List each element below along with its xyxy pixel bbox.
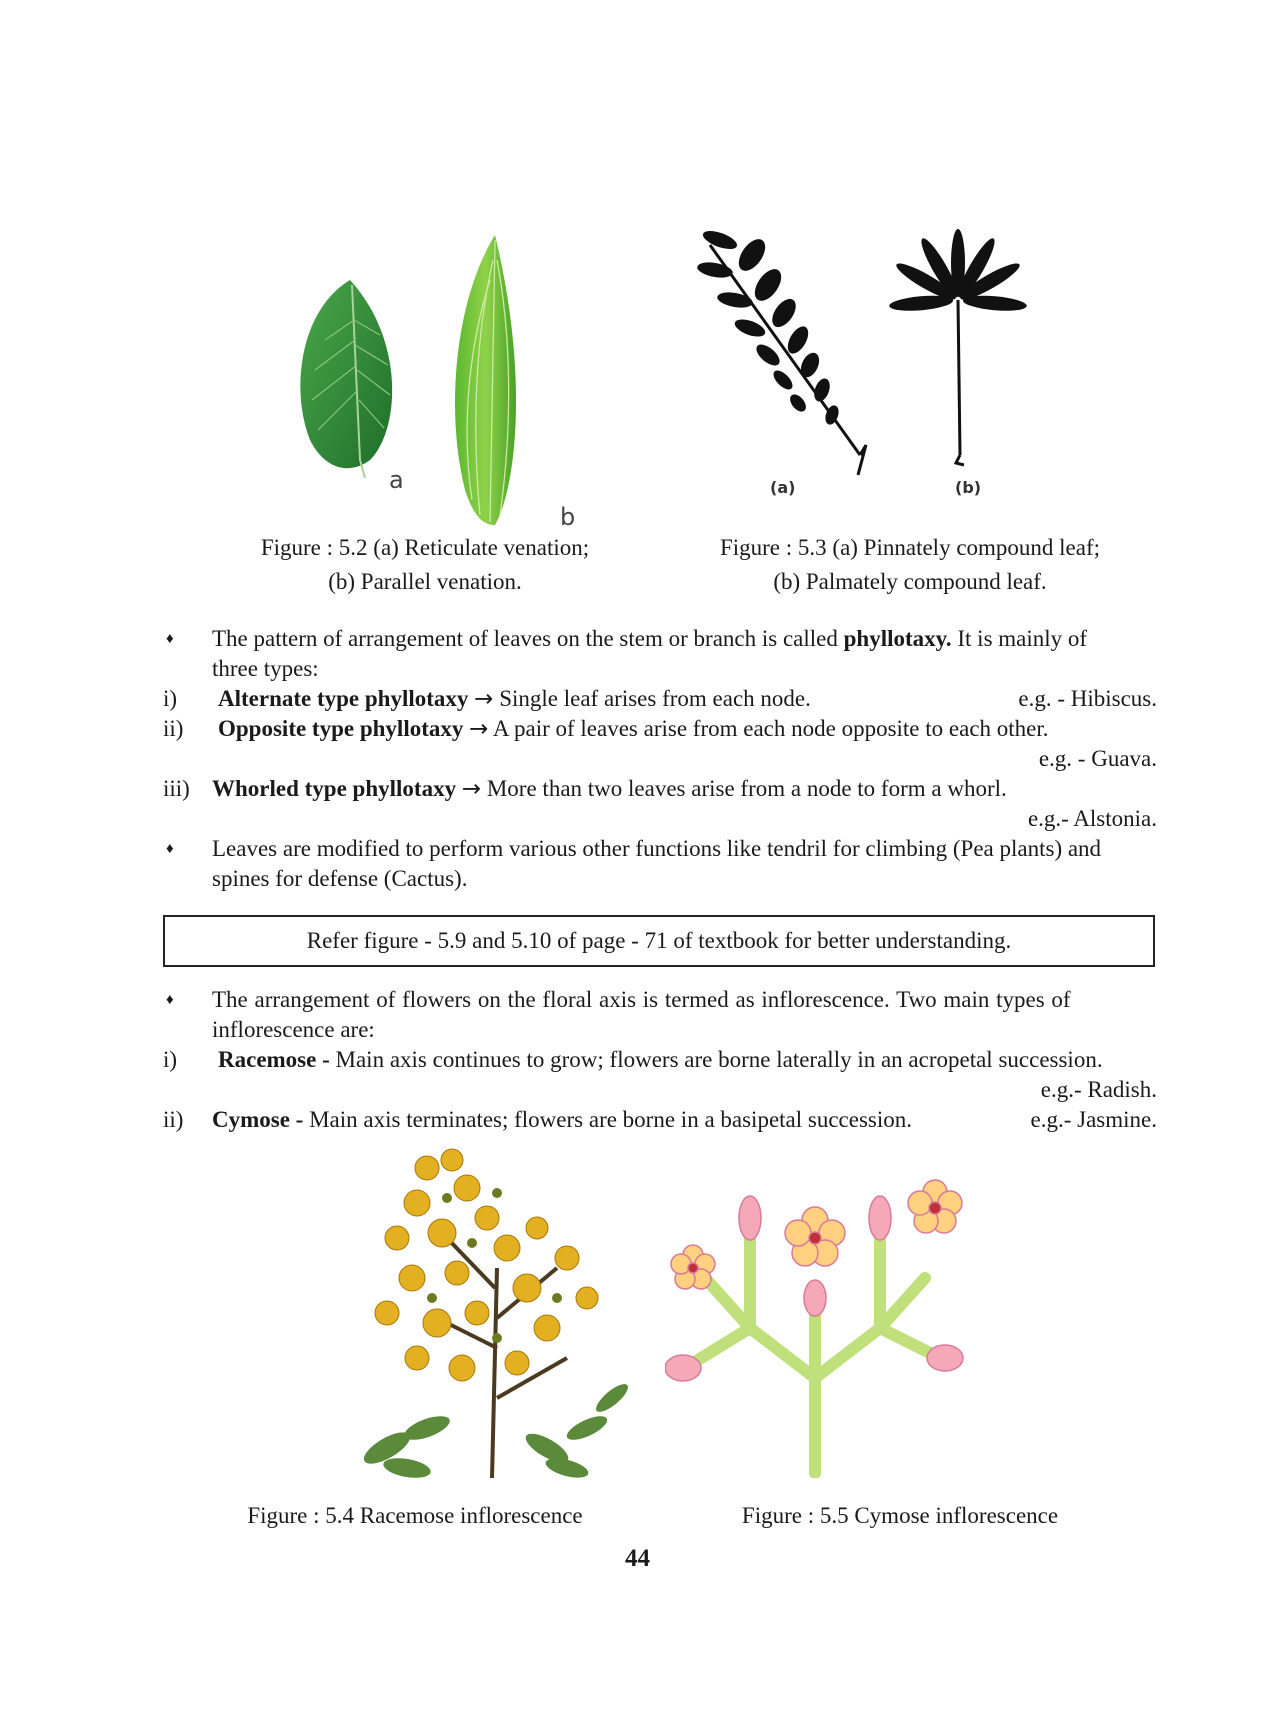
phyllotaxy-item-example: e.g. - Hibiscus. [1018,686,1157,711]
inflorescence-item-example: e.g.- Jasmine. [1030,1107,1157,1132]
figure-5-3-image [680,225,1040,495]
palmate-leaf-drawing [889,229,1028,465]
inflorescence-item-title: Racemose - [218,1047,330,1072]
phyllotaxy-intro-line2: three types: [212,656,319,681]
page-number: 44 [625,1545,650,1572]
arrow-right-icon: → [474,686,494,712]
inflorescence-intro-line1: The arrangement of flowers on the floral axis is termed as inflorescence. Two main types of [212,987,1071,1012]
phyllotaxy-term: phyllotaxy. [843,626,952,651]
inflorescence-item-title: Cymose - [212,1107,304,1132]
figure-5-3-label-a: (a) [770,478,796,497]
figure-5-4-caption: Figure : 5.4 Racemose inflorescence [247,1503,583,1528]
figure-5-2-image [280,230,600,530]
reference-note-box: Refer figure - 5.9 and 5.10 of page - 71 of textbook for better understanding. [163,915,1155,967]
phyllotaxy-intro-post: It is mainly of [951,626,1088,651]
phyllotaxy-intro-pre: The pattern of arrangement of leaves on the stem or branch is called [212,626,844,651]
phyllotaxy-item-alternate [218,684,811,714]
phyllotaxy-item-desc: More than two leaves arise from a node to form a whorl. [486,776,1007,801]
figure-5-3-caption [680,531,1140,599]
arrow-right-icon: → [469,716,489,742]
figure-5-5-caption: Figure : 5.5 Cymose inflorescence [741,1503,1059,1528]
phyllotaxy-item-number: iii) [163,776,190,801]
phyllotaxy-item-title: Opposite type phyllotaxy [218,716,464,741]
figure-5-4-image [357,1148,637,1478]
figure-5-3-label-b: (b) [955,478,982,497]
phyllotaxy-item-example: e.g. - Guava. [1038,746,1157,771]
figure-5-3-caption-line1: Figure : 5.3 (a) Pinnately compound leaf; [719,535,1101,560]
inflorescence-item-desc: Main axis terminates; flowers are borne in a basipetal succession. [303,1107,913,1132]
figure-5-2-caption-line2: (b) Parallel venation. [328,569,522,594]
parallel-leaf-drawing [455,235,516,525]
phyllotaxy-item-title: Alternate type phyllotaxy [218,686,469,711]
inflorescence-item-racemose [218,1045,1103,1075]
inflorescence-intro-line2: inflorescence are: [212,1017,375,1042]
reticulate-leaf-drawing [300,280,392,478]
arrow-right-icon: → [461,776,482,802]
inflorescence-item-cymose [212,1105,912,1135]
inflorescence-item-desc: Main axis continues to grow; flowers are borne laterally in an acropetal succession. [329,1047,1103,1072]
bullet-icon: ♦ [166,841,174,857]
phyllotaxy-item-desc: A pair of leaves arise from each node opposite to each other. [492,716,1049,741]
phyllotaxy-item-title: Whorled type phyllotaxy [212,776,457,801]
figure-5-5-image [665,1168,965,1478]
phyllotaxy-item-example: e.g.- Alstonia. [1027,806,1157,831]
figure-5-2-label-a: a [389,466,404,494]
phyllotaxy-intro [212,624,1087,654]
bullet-icon: ♦ [166,631,174,647]
figure-5-3-caption-line2: (b) Palmately compound leaf. [773,569,1047,594]
phyllotaxy-item-number: i) [163,686,178,711]
inflorescence-item-example: e.g.- Radish. [1040,1077,1157,1102]
pinnate-leaf-drawing [696,227,866,475]
figure-5-2-label-b: b [560,503,576,531]
figure-5-2-caption [225,531,625,599]
inflorescence-item-number: ii) [163,1107,184,1132]
phyllotaxy-item-desc: Single leaf arises from each node. [499,686,811,711]
modified-leaves-line1: Leaves are modified to perform various other functions like tendril for climbing (Pea plants) and [212,836,1102,861]
phyllotaxy-item-number: ii) [163,716,184,741]
figure-5-2-caption-line1: Figure : 5.2 (a) Reticulate venation; [260,535,590,560]
bullet-icon: ♦ [166,992,174,1008]
modified-leaves-line2: spines for defense (Cactus). [212,866,468,891]
phyllotaxy-item-whorled [212,774,1007,804]
inflorescence-item-number: i) [163,1047,178,1072]
phyllotaxy-item-opposite [218,714,1049,744]
